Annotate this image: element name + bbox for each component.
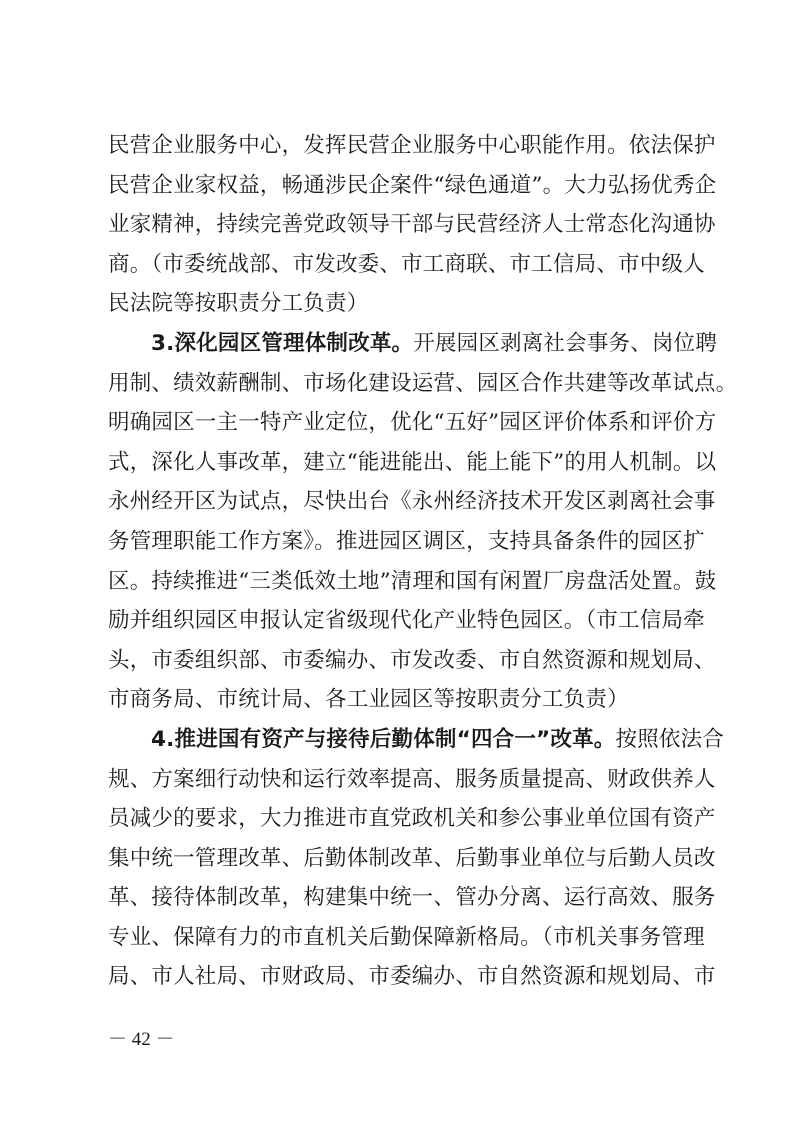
- text-line: 永州经开区为试点，尽快出台《永州经济技术开发区剥离社会事: [108, 489, 716, 515]
- text-line: 区。持续推进“三类低效土地”清理和国有闲置厂房盘活处置。鼓: [108, 568, 717, 594]
- text-line: 民营企业家权益，畅通涉民企案件“绿色通道”。大力弘扬优秀企: [108, 172, 717, 198]
- section-3-first-line: [108, 324, 718, 364]
- text-line: 民营企业服务中心，发挥民营企业服务中心职能作用。依法保护: [108, 133, 716, 158]
- text-line: 专业、保障有力的市直机关后勤保障新格局。（市机关事务管理: [108, 924, 705, 950]
- text-line: 民法院等按职责分工负责）: [108, 291, 369, 317]
- text-line: 革、接待体制改革，构建集中统一、管办分离、运行高效、服务: [108, 885, 716, 911]
- text-line: 集中统一管理改革、后勤体制改革、后勤事业单位与后勤人员改: [108, 845, 716, 871]
- text-line: 局、市人社局、市财政局、市委编办、市自然资源和规划局、市: [108, 964, 716, 990]
- text-line: 励并组织园区申报认定省级现代化产业特色园区。（市工信局牵: [108, 608, 705, 634]
- text-line: 用制、绩效薪酬制、市场化建设运营、园区合作共建等改革试点。: [108, 370, 738, 396]
- text-line: 业家精神，持续完善党政领导干部与民营经济人士常态化沟通协: [108, 212, 716, 238]
- text-line: 规、方案细行动快和运行效率提高、服务质量提高、财政供养人: [108, 766, 716, 792]
- text-line: 式，深化人事改革，建立“能进能出、能上能下”的用人机制。以: [108, 449, 717, 475]
- text-line: 明确园区一主一特产业定位，优化“五好”园区评价体系和评价方: [108, 410, 717, 436]
- text-line: 员减少的要求，大力推进市直党政机关和参公事业单位国有资产: [108, 806, 716, 832]
- section-3-heading: 3.深化园区管理体制改革。: [151, 330, 414, 356]
- text-line: 务管理职能工作方案》。推进园区调区，支持具备条件的园区扩: [108, 528, 705, 554]
- body-text: [108, 126, 738, 997]
- section-4-first-line-text: 按照依法合: [615, 726, 725, 752]
- text-line: 头，市委组织部、市委编办、市发改委、市自然资源和规划局、: [108, 647, 716, 673]
- section-3-first-line-text: 开展园区剥离社会事务、岗位聘: [413, 330, 718, 356]
- page-number: － 42 －: [108, 1029, 175, 1050]
- text-line: 市商务局、市统计局、各工业园区等按职责分工负责）: [108, 687, 629, 713]
- section-4-first-line: [108, 720, 725, 760]
- text-line: 商。（市委统战部、市发改委、市工商联、市工信局、市中级人: [108, 251, 705, 277]
- section-4-heading: 4.推进国有资产与接待后勤体制“四合一”改革。: [151, 726, 616, 752]
